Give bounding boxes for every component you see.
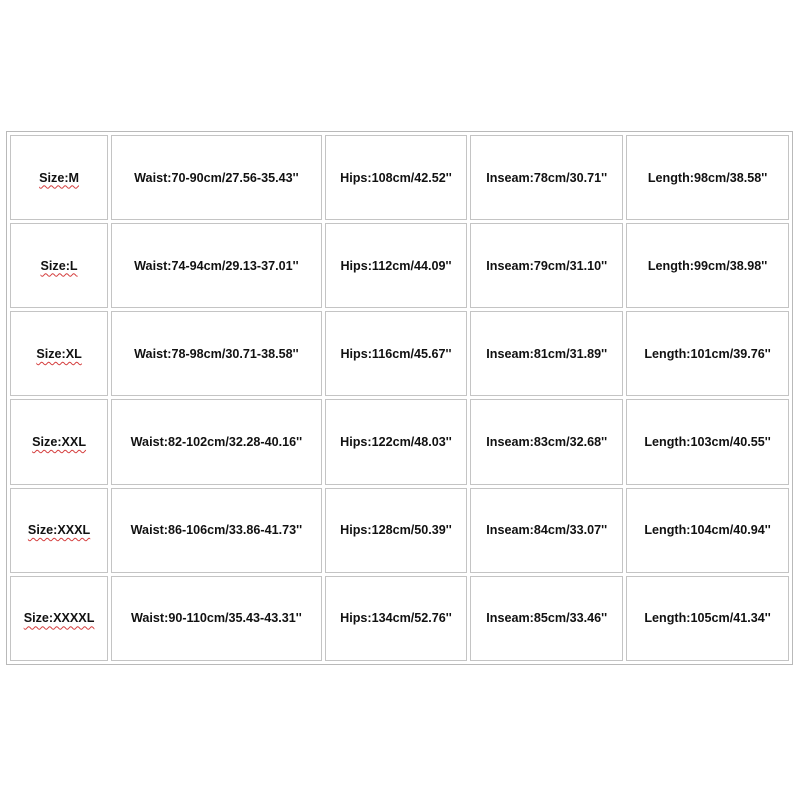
length-cell: Length:104cm/40.94'' xyxy=(626,488,789,573)
inseam-cell: Inseam:79cm/31.10'' xyxy=(470,223,623,308)
table-row xyxy=(10,311,789,396)
length-cell: Length:105cm/41.34'' xyxy=(626,576,789,661)
table-row xyxy=(10,576,789,661)
table-row xyxy=(10,135,789,220)
hips-cell: Hips:112cm/44.09'' xyxy=(325,223,468,308)
size-label: Size:XL xyxy=(36,346,82,361)
hips-cell: Hips:128cm/50.39'' xyxy=(325,488,468,573)
size-chart-table xyxy=(6,131,793,665)
length-cell: Length:98cm/38.58'' xyxy=(626,135,789,220)
hips-cell: Hips:116cm/45.67'' xyxy=(325,311,468,396)
inseam-cell: Inseam:78cm/30.71'' xyxy=(470,135,623,220)
size-label: Size:XXXL xyxy=(27,523,91,538)
size-label: Size:XXXXL xyxy=(23,611,95,626)
waist-cell: Waist:82-102cm/32.28-40.16'' xyxy=(111,399,321,484)
waist-cell: Waist:70-90cm/27.56-35.43'' xyxy=(111,135,321,220)
waist-cell: Waist:90-110cm/35.43-43.31'' xyxy=(111,576,321,661)
table-row xyxy=(10,399,789,484)
hips-cell: Hips:108cm/42.52'' xyxy=(325,135,468,220)
size-label: Size:L xyxy=(40,258,78,273)
size-label: Size:XXL xyxy=(32,435,87,450)
waist-cell: Waist:74-94cm/29.13-37.01'' xyxy=(111,223,321,308)
size-cell xyxy=(10,311,108,396)
size-cell xyxy=(10,399,108,484)
table-row xyxy=(10,488,789,573)
table-row xyxy=(10,223,789,308)
size-cell xyxy=(10,135,108,220)
size-label: Size:M xyxy=(39,170,80,185)
waist-cell: Waist:78-98cm/30.71-38.58'' xyxy=(111,311,321,396)
size-cell xyxy=(10,488,108,573)
hips-cell: Hips:122cm/48.03'' xyxy=(325,399,468,484)
inseam-cell: Inseam:81cm/31.89'' xyxy=(470,311,623,396)
inseam-cell: Inseam:85cm/33.46'' xyxy=(470,576,623,661)
waist-cell: Waist:86-106cm/33.86-41.73'' xyxy=(111,488,321,573)
size-cell xyxy=(10,576,108,661)
inseam-cell: Inseam:84cm/33.07'' xyxy=(470,488,623,573)
hips-cell: Hips:134cm/52.76'' xyxy=(325,576,468,661)
size-cell xyxy=(10,223,108,308)
length-cell: Length:99cm/38.98'' xyxy=(626,223,789,308)
length-cell: Length:101cm/39.76'' xyxy=(626,311,789,396)
length-cell: Length:103cm/40.55'' xyxy=(626,399,789,484)
inseam-cell: Inseam:83cm/32.68'' xyxy=(470,399,623,484)
